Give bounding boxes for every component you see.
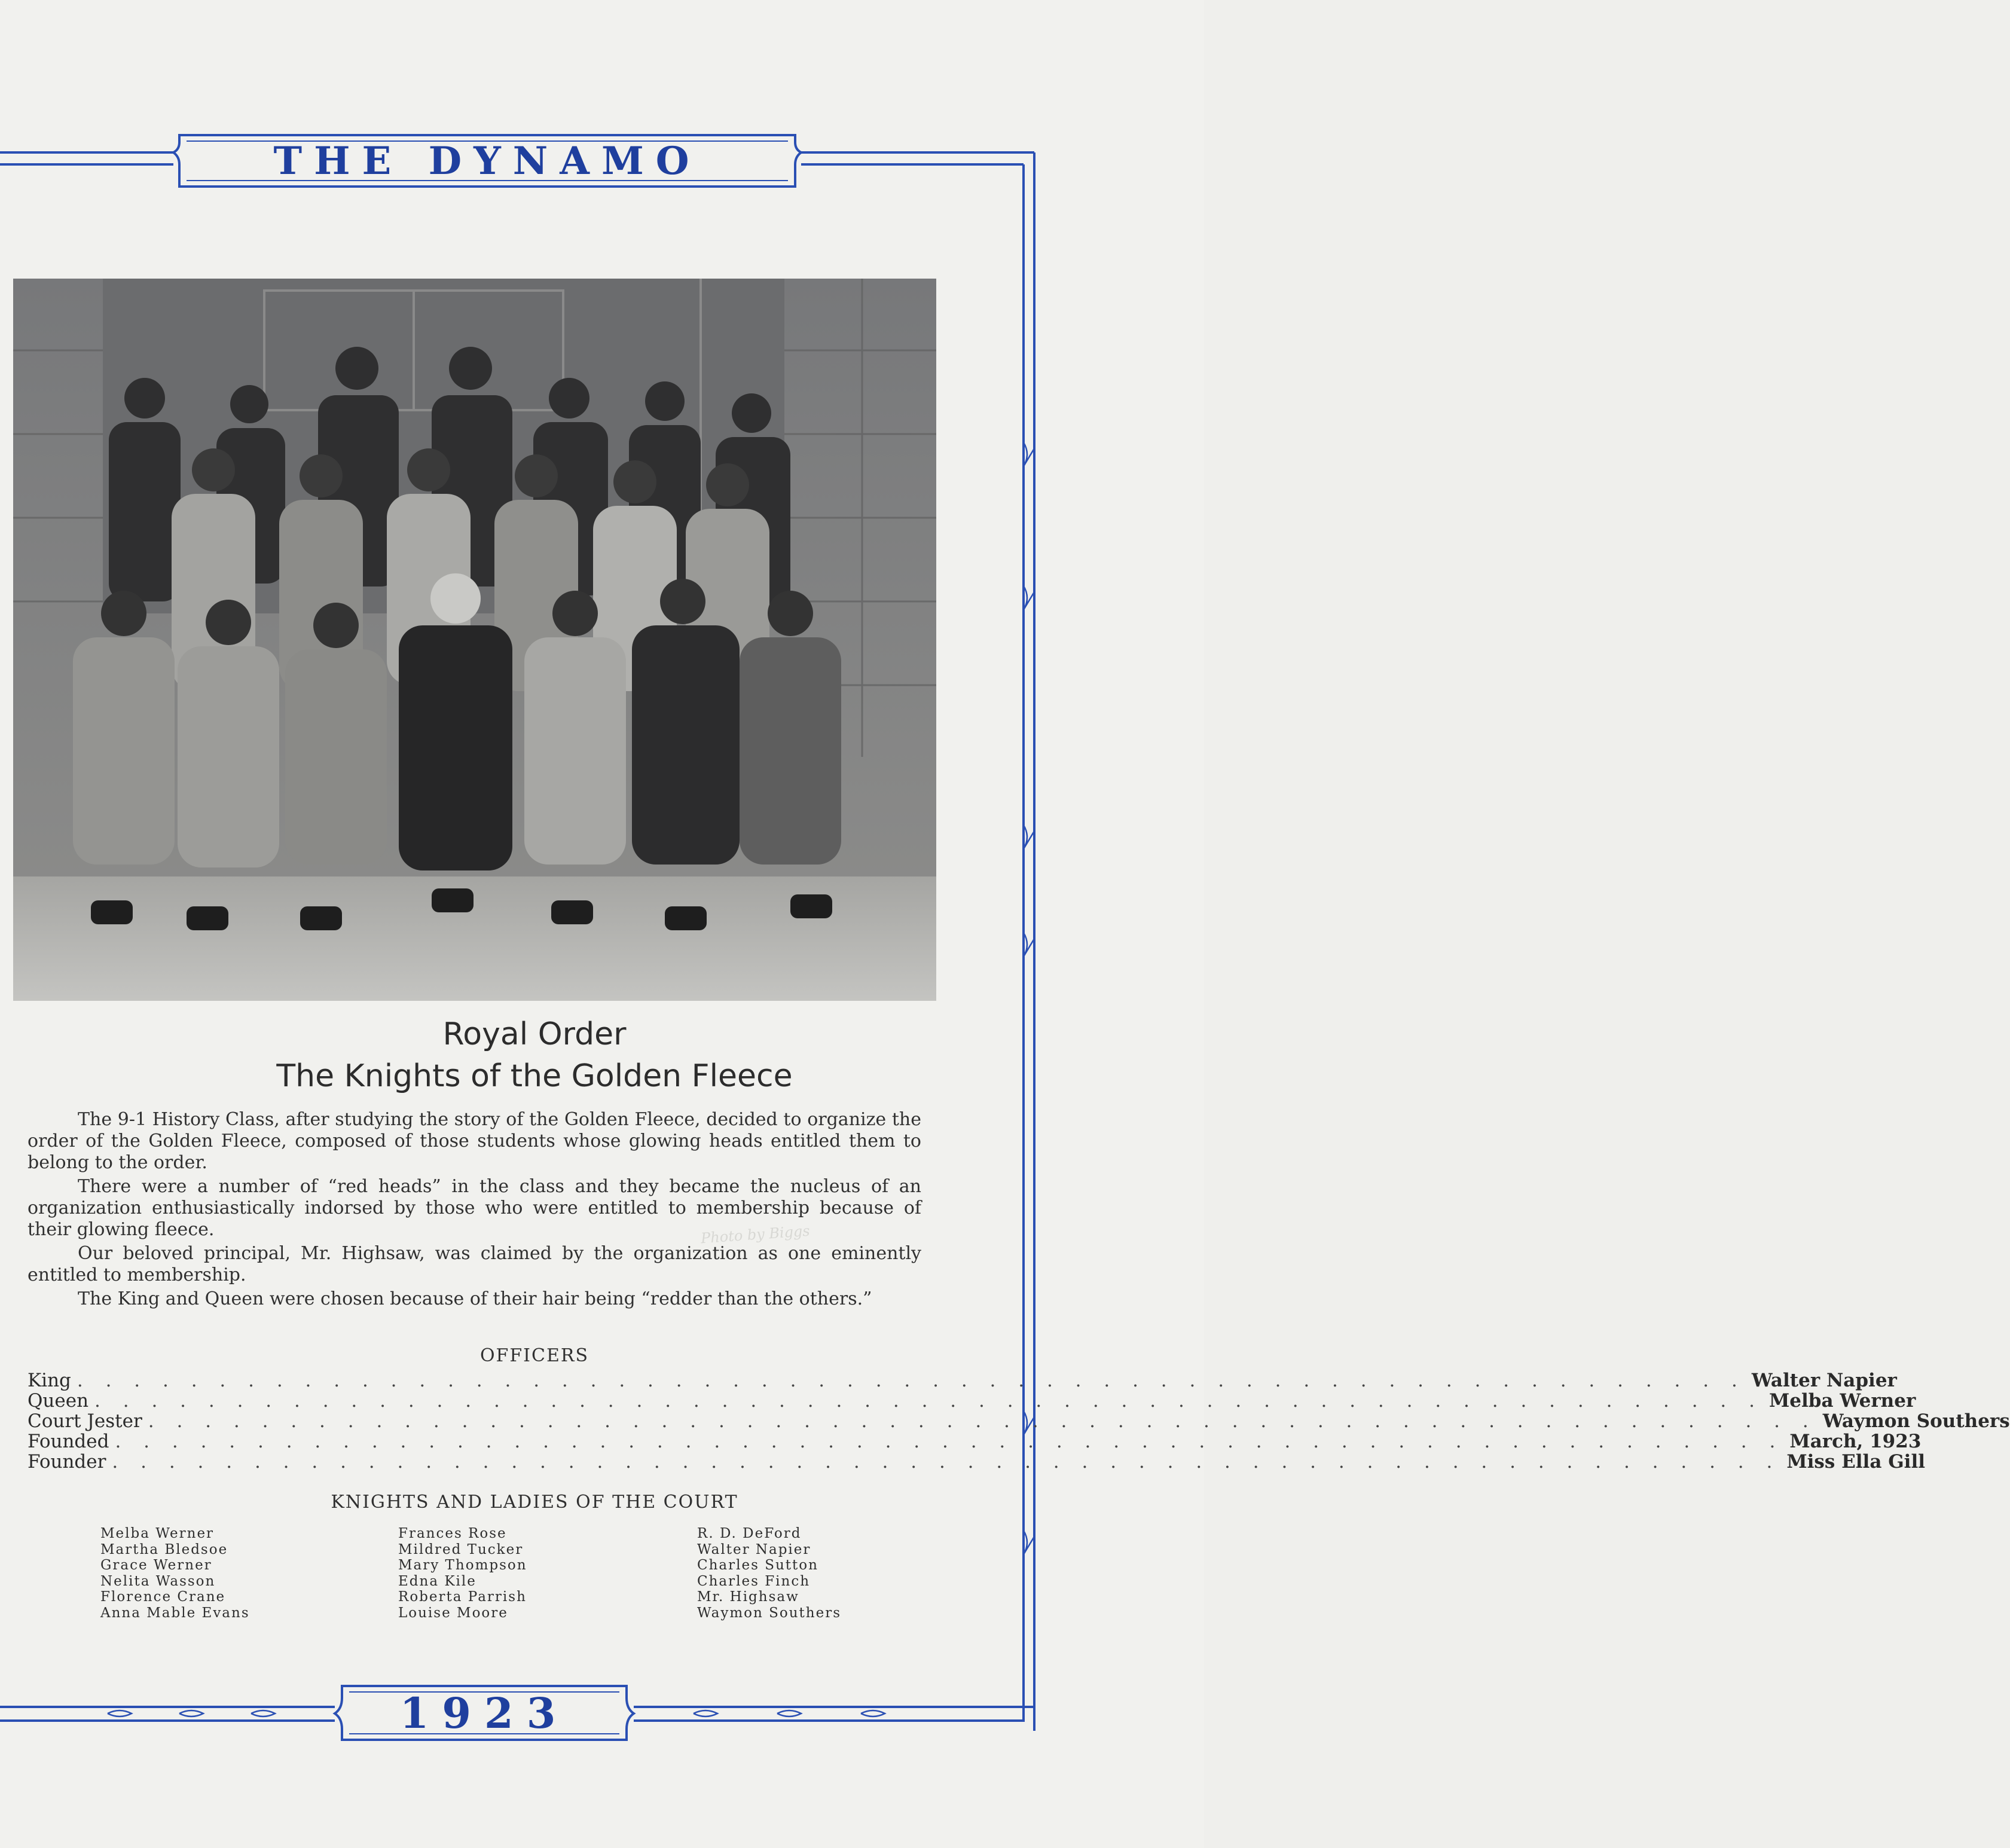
photo-credit: Photo by Biggs: [700, 1222, 811, 1247]
court-column-3: [697, 1526, 841, 1621]
article-title-line1: Royal Order: [442, 1016, 627, 1052]
officer-role: Queen: [28, 1390, 89, 1412]
page-header-title: THE DYNAMO: [273, 138, 701, 184]
officers-list: [28, 1370, 2010, 1473]
court-member: Grace Werner: [100, 1557, 212, 1573]
court-member: R. D. DeFord: [697, 1526, 802, 1541]
officers-heading: OFFICERS: [479, 1345, 589, 1366]
officer-row: [28, 1451, 1925, 1473]
paragraph: There were a number of “red heads” in the class and they became the nucleus of an organization enthusiastically indorsed by those who were entitled to membership because of their glowing fleece.: [28, 1176, 921, 1240]
court-member: Martha Bledsoe: [100, 1541, 228, 1557]
court-member: Charles Sutton: [697, 1557, 818, 1573]
officer-row: [28, 1410, 2010, 1432]
court-member: Waymon Southers: [697, 1605, 842, 1621]
court-member: Walter Napier: [697, 1541, 811, 1557]
court-column-2: [398, 1526, 527, 1621]
officer-name: Waymon Southers: [1822, 1410, 2010, 1432]
paragraph: Our beloved principal, Mr. Highsaw, was claimed by the organization as one eminently entitled to membership.: [28, 1243, 921, 1285]
dot-leader: [77, 1370, 1746, 1391]
officer-role: King: [28, 1370, 71, 1391]
paragraph: The 9-1 History Class, after studying the story of the Golden Fleece, decided to organize the order of the Golden Fleece, composed of those students whose glowing heads entitled them to belong to the order.: [28, 1109, 921, 1173]
officer-row: [28, 1431, 1922, 1452]
court-member: Roberta Parrish: [398, 1589, 527, 1605]
officer-name: Melba Werner: [1768, 1390, 1916, 1412]
dot-leader: [112, 1452, 1780, 1472]
officer-role: Founder: [28, 1451, 106, 1473]
dot-leader: [148, 1411, 1817, 1431]
court-member: Edna Kile: [398, 1573, 476, 1589]
officer-name: Walter Napier: [1751, 1370, 1897, 1391]
court-member: Charles Finch: [697, 1573, 811, 1589]
court-column-1: [100, 1526, 250, 1621]
officer-role: Court Jester: [28, 1410, 142, 1432]
court-heading: KNIGHTS AND LADIES OF THE COURT: [331, 1492, 738, 1513]
court-member: Louise Moore: [398, 1605, 508, 1621]
court-member: Frances Rose: [398, 1526, 507, 1541]
page-footer-year: 1923: [399, 1688, 569, 1738]
paragraph: The King and Queen were chosen because of their hair being “redder than the others.”: [78, 1288, 872, 1309]
dot-leader: [94, 1391, 1763, 1411]
court-member: Mr. Highsaw: [697, 1589, 799, 1605]
court-member: Anna Mable Evans: [100, 1605, 250, 1621]
article-body: [28, 1109, 921, 1312]
officer-name: March, 1923: [1789, 1431, 1922, 1452]
court-member: Melba Werner: [100, 1526, 215, 1541]
officer-role: Founded: [28, 1431, 109, 1452]
article-title-line2: The Knights of the Golden Fleece: [276, 1058, 793, 1094]
court-member: Nelita Wasson: [100, 1573, 216, 1589]
dot-leader: [115, 1431, 1783, 1452]
court-member: Florence Crane: [100, 1589, 226, 1605]
officer-row: [28, 1390, 1916, 1412]
officer-row: [28, 1370, 1897, 1391]
photo-image: [13, 279, 936, 1001]
officer-name: Miss Ella Gill: [1786, 1451, 1925, 1473]
court-member: Mildred Tucker: [398, 1541, 524, 1557]
court-member: Mary Thompson: [398, 1557, 527, 1573]
